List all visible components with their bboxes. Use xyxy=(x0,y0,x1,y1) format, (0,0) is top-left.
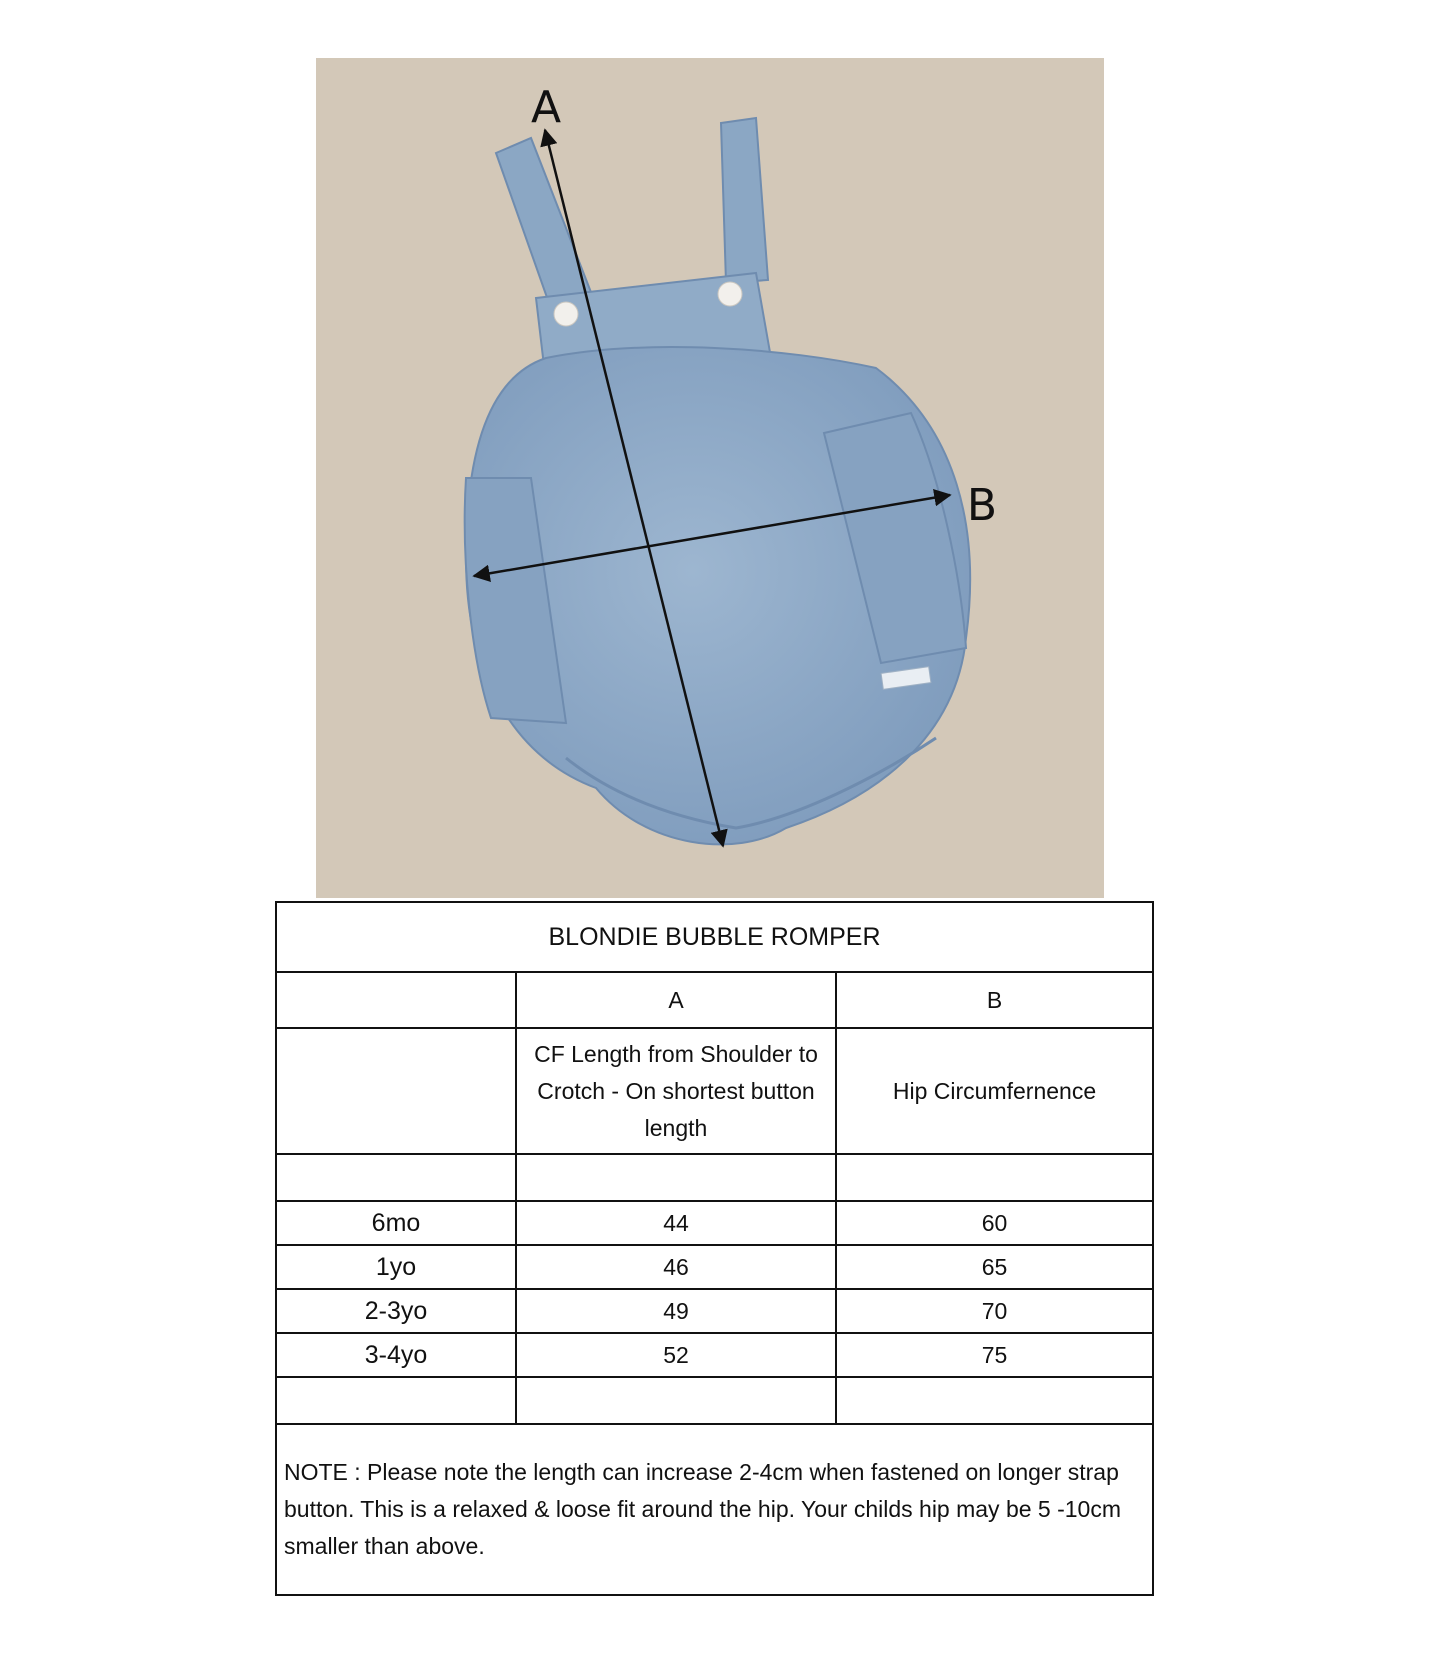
table-row xyxy=(276,1245,1153,1289)
column-letter-a: A xyxy=(516,972,836,1028)
size-chart-title-row xyxy=(276,902,1153,972)
column-letter-row xyxy=(276,972,1153,1028)
label-a: A xyxy=(530,82,562,133)
size-cell: 1yo xyxy=(276,1245,516,1289)
measurement-b-cell: 70 xyxy=(836,1289,1153,1333)
label-b: B xyxy=(966,480,998,531)
spacer-cell xyxy=(516,1154,836,1201)
spacer-cell xyxy=(836,1154,1153,1201)
measurement-a-cell: 44 xyxy=(516,1201,836,1245)
spacer-cell xyxy=(516,1377,836,1424)
size-chart-table xyxy=(275,901,1154,1596)
spacer-row xyxy=(276,1377,1153,1424)
column-description-b: Hip Circumfernence xyxy=(836,1028,1153,1154)
column-description-a: CF Length from Shoulder to Crotch - On shortest button length xyxy=(516,1028,836,1154)
product-photo xyxy=(316,58,1104,898)
measurement-b-cell: 75 xyxy=(836,1333,1153,1377)
note-row xyxy=(276,1424,1153,1595)
spacer-row xyxy=(276,1154,1153,1201)
spacer-cell xyxy=(276,1154,516,1201)
fit-note: NOTE : Please note the length can increase 2-4cm when fastened on longer strap button. This is a relaxed & loose fit around the hip. Your childs hip may be 5 -10cm smaller than above. xyxy=(276,1424,1153,1595)
size-chart-title: BLONDIE BUBBLE ROMPER xyxy=(276,902,1153,972)
column-letter-size xyxy=(276,972,516,1028)
right-button xyxy=(718,282,742,306)
left-button xyxy=(554,302,578,326)
measurement-a-cell: 49 xyxy=(516,1289,836,1333)
spacer-cell xyxy=(836,1377,1153,1424)
measurement-a-cell: 52 xyxy=(516,1333,836,1377)
measurement-b-cell: 65 xyxy=(836,1245,1153,1289)
table-row xyxy=(276,1289,1153,1333)
column-letter-b: B xyxy=(836,972,1153,1028)
table-row xyxy=(276,1333,1153,1377)
column-description-size xyxy=(276,1028,516,1154)
table-row xyxy=(276,1201,1153,1245)
size-cell: 6mo xyxy=(276,1201,516,1245)
size-cell: 3-4yo xyxy=(276,1333,516,1377)
spacer-cell xyxy=(276,1377,516,1424)
romper-illustration xyxy=(316,58,1104,898)
size-cell: 2-3yo xyxy=(276,1289,516,1333)
column-description-row xyxy=(276,1028,1153,1154)
measurement-a-cell: 46 xyxy=(516,1245,836,1289)
measurement-b-cell: 60 xyxy=(836,1201,1153,1245)
